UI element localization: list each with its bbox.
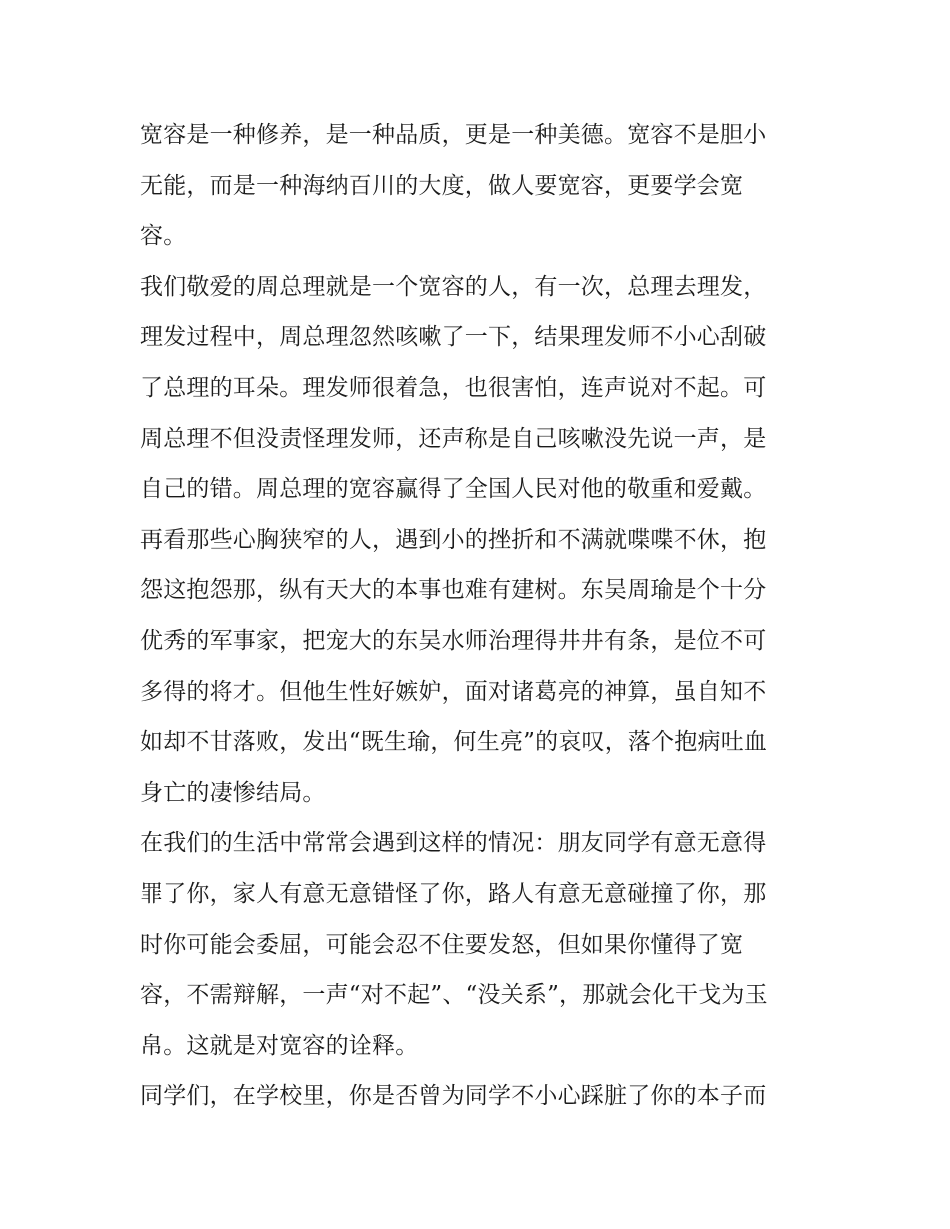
paragraph [140,262,820,515]
paragraph [140,1071,820,1122]
paragraph [140,818,820,1071]
text-line: 身亡的凄惨结局。 [140,779,326,806]
paragraph [140,110,820,262]
text-line: 我们敬爱的周总理就是一个宽容的人，有一次，总理去理发， [140,273,767,300]
paragraph [140,515,820,819]
text-line: 容，不需辩解，一声“对不起”、“没关系”，那就会化干戈为玉 [140,982,768,1009]
text-line: 在我们的生活中常常会遇到这样的情况：朋友同学有意无意得 [140,830,767,857]
document-body [140,110,820,1122]
text-line: 怨这抱怨那，纵有天大的本事也难有建树。东吴周瑜是个十分 [140,577,767,604]
text-line: 帛。这就是对宽容的诠释。 [140,1032,419,1059]
text-line: 时你可能会委屈，可能会忍不住要发怒，但如果你懂得了宽 [140,931,744,958]
text-line: 理发过程中，周总理忽然咳嗽了一下，结果理发师不小心刮破 [140,324,767,351]
text-line: 无能，而是一种海纳百川的大度，做人要宽容，更要学会宽 [140,172,744,199]
text-line: 宽容是一种修养，是一种品质，更是一种美德。宽容不是胆小 [140,122,767,148]
text-line: 再看那些心胸狭窄的人，遇到小的挫折和不满就喋喋不休，抱 [140,526,767,553]
text-line: 周总理不但没责怪理发师，还声称是自己咳嗽没先说一声，是 [140,425,767,452]
text-line: 优秀的军事家，把宠大的东吴水师治理得井井有条，是位不可 [140,627,767,654]
text-line: 罪了你，家人有意无意错怪了你，路人有意无意碰撞了你，那 [140,880,767,907]
text-line: 了总理的耳朵。理发师很着急，也很害怕，连声说对不起。可 [140,374,767,401]
text-line: 如却不甘落败，发出“既生瑜，何生亮”的哀叹，落个抱病吐血 [140,729,768,756]
text-line: 同学们，在学校里，你是否曾为同学不小心踩脏了你的本子而 [140,1083,767,1110]
text-line: 多得的将才。但他生性好嫉妒，面对诸葛亮的神算，虽自知不 [140,678,767,705]
text-line: 自己的错。周总理的宽容赢得了全国人民对他的敬重和爱戴。 [140,476,767,503]
text-line: 容。 [140,223,187,250]
